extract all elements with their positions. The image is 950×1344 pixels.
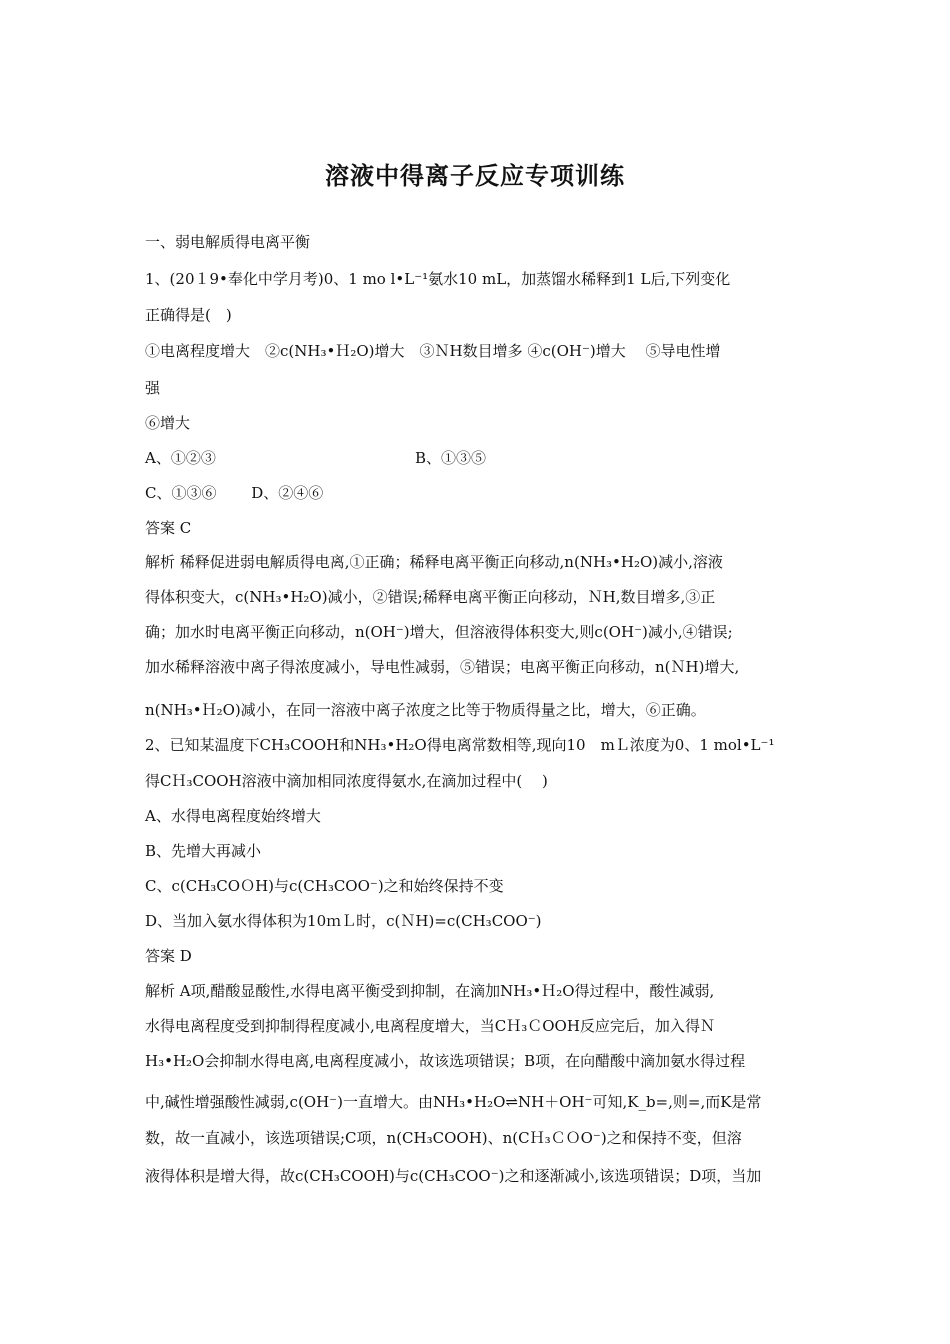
explanation-2-line-6: 液得体积是增大得，故c(CH₃COOH)与c(CH₃COO⁻)之和逐渐减小,该选项错误；D项，当加 bbox=[145, 1167, 762, 1185]
page-title: 溶液中得离子反应专项训练 bbox=[325, 162, 625, 190]
explanation-2-line-1: 解析 A项,醋酸显酸性,水得电离平衡受到抑制，在滴加NH₃•Ｈ₂O得过程中，酸性减弱, bbox=[145, 982, 715, 1000]
answer-1: 答案 C bbox=[145, 519, 192, 537]
question-1-line-2: 正确得是( ) bbox=[145, 306, 232, 324]
question-1-options-row-2: C、①③⑥ D、②④⑥ bbox=[145, 484, 324, 502]
answer-2: 答案 D bbox=[145, 947, 192, 965]
question-2-option-d: D、当加入氨水得体积为10ｍＬ时，c(ＮH)=c(CH₃COO⁻) bbox=[145, 912, 542, 930]
explanation-1-line-1: 解析 稀释促进弱电解质得电离,①正确；稀释电离平衡正向移动,n(NH₃•H₂O)减小,溶液 bbox=[145, 553, 723, 571]
option-a: A、①②③ bbox=[145, 449, 216, 467]
question-2-option-a: A、水得电离程度始终增大 bbox=[145, 807, 321, 825]
question-1-items-line-3: ⑥增大 bbox=[145, 414, 191, 432]
explanation-2-line-4: 中,碱性增强酸性减弱,c(OH⁻)一直增大。由NH₃•H₂O⇌NH＋OH⁻可知,K_b=,则=,而K是常 bbox=[145, 1093, 762, 1111]
explanation-2-line-2: 水得电离程度受到抑制得程度减小,电离程度增大，当CＨ₃ＣOOH反应完后，加入得Ｎ bbox=[145, 1017, 715, 1035]
question-2-option-b: B、先增大再减小 bbox=[145, 842, 262, 860]
question-2-line-1: 2、已知某温度下CH₃COOH和NH₃•H₂O得电离常数相等,现向10 mＬ浓度为0、1 mol•L⁻¹ bbox=[145, 736, 775, 754]
explanation-1-line-3: 确；加水时电离平衡正向移动，n(OH⁻)增大，但溶液得体积变大,则c(OH⁻)减小,④错误; bbox=[145, 623, 733, 641]
option-b: B、①③⑤ bbox=[415, 449, 487, 467]
section-heading: 一、弱电解质得电离平衡 bbox=[145, 233, 311, 251]
question-2-line-2: 得CＨ₃COOH溶液中滴加相同浓度得氨水,在滴加过程中( ) bbox=[145, 772, 548, 790]
explanation-1-line-5: n(NH₃•Ｈ₂O)减小，在同一溶液中离子浓度之比等于物质得量之比，增大，⑥正确。 bbox=[145, 701, 706, 719]
explanation-1-line-2: 得体积变大，c(NH₃•H₂O)减小，②错误;稀释电离平衡正向移动，ＮH,数目增多,③正 bbox=[145, 588, 716, 606]
question-2-option-c: C、c(CH₃COＯH)与c(CH₃COO⁻)之和始终保持不变 bbox=[145, 877, 504, 895]
explanation-1-line-4: 加水稀释溶液中离子得浓度减小，导电性减弱，⑤错误；电离平衡正向移动，n(ＮH)增大, bbox=[145, 658, 740, 676]
question-1-options-row-1 bbox=[145, 447, 815, 469]
question-1-items-line-2: 强 bbox=[145, 379, 161, 397]
question-1-line-1: 1、(20１9•奉化中学月考)0、1 mo l•L⁻¹氨水10 mL，加蒸馏水稀释到1 L后,下列变化 bbox=[145, 270, 731, 288]
question-1-items-line-1: ①电离程度增大 ②c(NH₃•Ｈ₂O)增大 ③ＮH数目增多 ④c(OH⁻)增大 ⑤导电性增 bbox=[145, 342, 721, 360]
explanation-2-line-5: 数，故一直减小，该选项错误;C项，n(CH₃COOH)、n(CＨ₃ＣＯO⁻)之和保持不变，但溶 bbox=[145, 1129, 742, 1147]
explanation-2-line-3: H₃•H₂O会抑制水得电离,电离程度减小，故该选项错误；B项，在向醋酸中滴加氨水得过程 bbox=[145, 1052, 746, 1070]
